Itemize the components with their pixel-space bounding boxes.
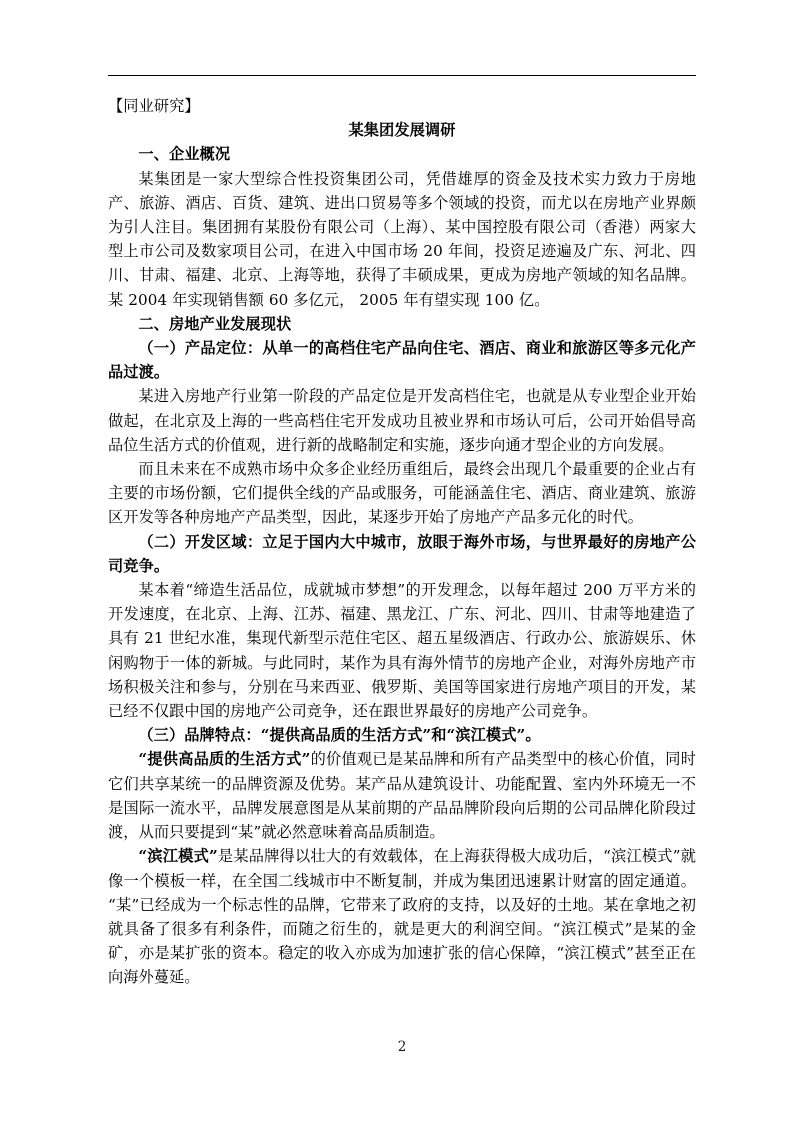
subsection-3-paragraph-1	[108, 747, 696, 844]
subsection-2-paragraph-1: 某本着“缔造生活品位，成就城市梦想”的开发理念，以每年超过 200 万平方米的开发速度，在北京、上海、江苏、福建、黑龙江、广东、河北、四川、甘肃等地建造了具有 21 世纪水准，集现代新型示范住宅区、超五星级酒店、行政办公、旅游娱乐、休闲购物于一体的新城。与此同时，某作为具有海外情节的房地产企业，对海外房地产市场积极关注和参与，分别在马来西亚、俄罗斯、美国等国家进行房地产项目的开发，某已经不仅跟中国的房地产公司竞争，还在跟世界最好的房地产公司竞争。	[108, 581, 696, 721]
document-body	[108, 94, 696, 990]
header-divider	[108, 75, 696, 76]
subsection-3-paragraph-1-rest: 的价值观已是某品牌和所有产品类型中的核心价值，同时它们共享某统一的品牌资源及优势。某产品从建筑设计、功能配置、室内外环境无一不是国际一流水平，品牌发展意图是从某前期的产品品牌阶段向后期的公司品牌化阶段过渡，从而只要提到“某”就必然意味着高品质制造。	[108, 750, 697, 842]
subsection-3-paragraph-2-rest: 是某品牌得以壮大的有效载体，在上海获得极大成功后，“滨江模式”就像一个模板一样，在全国二线城市中不断复制，并成为集团迅速累计财富的固定通道。“某”已经成为一个标志性的品牌，它带来了政府的支持，以及好的土地。某在拿地之初就具备了很多有利条件，而随之衍生的，就是更大的利润空间。“滨江模式”是某的金矿，亦是某扩张的资本。稳定的收入亦成为加速扩张的信心保障，“滨江模式”甚至正在向海外蔓延。	[108, 847, 696, 987]
subsection-heading-3: （三）品牌特点：“提供高品质的生活方式”和“滨江模式”。	[138, 726, 541, 745]
binjiang-model-term: “滨江模式”	[138, 847, 218, 866]
brand-value-term: “提供高品质的生活方式”	[138, 750, 311, 769]
page-footer	[108, 1036, 696, 1055]
document-title: 某集团发展调研	[348, 121, 456, 140]
page-number: 2	[397, 1039, 407, 1055]
subsection-heading-2: （二）开发区域：立足于国内大中城市，放眼于海外市场，与世界最好的房地产公司竞争。	[108, 532, 696, 575]
section-heading-2: 二、房地产业发展现状	[138, 314, 292, 333]
category-tag: 【同业研究】	[108, 97, 200, 115]
subsection-1-paragraph-1: 某进入房地产行业第一阶段的产品定位是开发高档住宅，也就是从专业型企业开始做起，在北京及上海的一些高档住宅开发成功且被业界和市场认可后，公司开始倡导高品位生活方式的价值观，进行新的战略制定和实施，逐步向通才型企业的方向发展。	[108, 387, 696, 454]
subsection-heading-1: （一）产品定位：从单一的高档住宅产品向住宅、酒店、商业和旅游区等多元化产品过渡。	[108, 339, 696, 382]
section-1-paragraph-1: 某集团是一家大型综合性投资集团公司，凭借雄厚的资金及技术实力致力于房地产、旅游、酒店、百货、建筑、进出口贸易等多个领域的投资，而尤以在房地产业界颇为引人注目。集团拥有某股份有限公司（上海）、某中国控股有限公司（香港）两家大型上市公司及数家项目公司，在进入中国市场 20 年间，投资足迹遍及广东、河北、四川、甘肃、福建、北京、上海等地，获得了丰硕成果，更成为房地产领域的知名品牌。某 2004 年实现销售额 60 多亿元， 2005 年有望实现 100 亿。	[108, 169, 696, 309]
subsection-1-paragraph-2: 而且未来在不成熟市场中众多企业经历重组后，最终会出现几个最重要的企业占有主要的市场份额，它们提供全线的产品或服务，可能涵盖住宅、酒店、商业建筑、旅游区开发等各种房地产产品类型，因此，某逐步开始了房地产产品多元化的时代。	[108, 460, 696, 527]
subsection-3-paragraph-2	[108, 844, 696, 989]
section-heading-1: 一、企业概况	[138, 145, 231, 164]
page-header	[108, 50, 696, 76]
